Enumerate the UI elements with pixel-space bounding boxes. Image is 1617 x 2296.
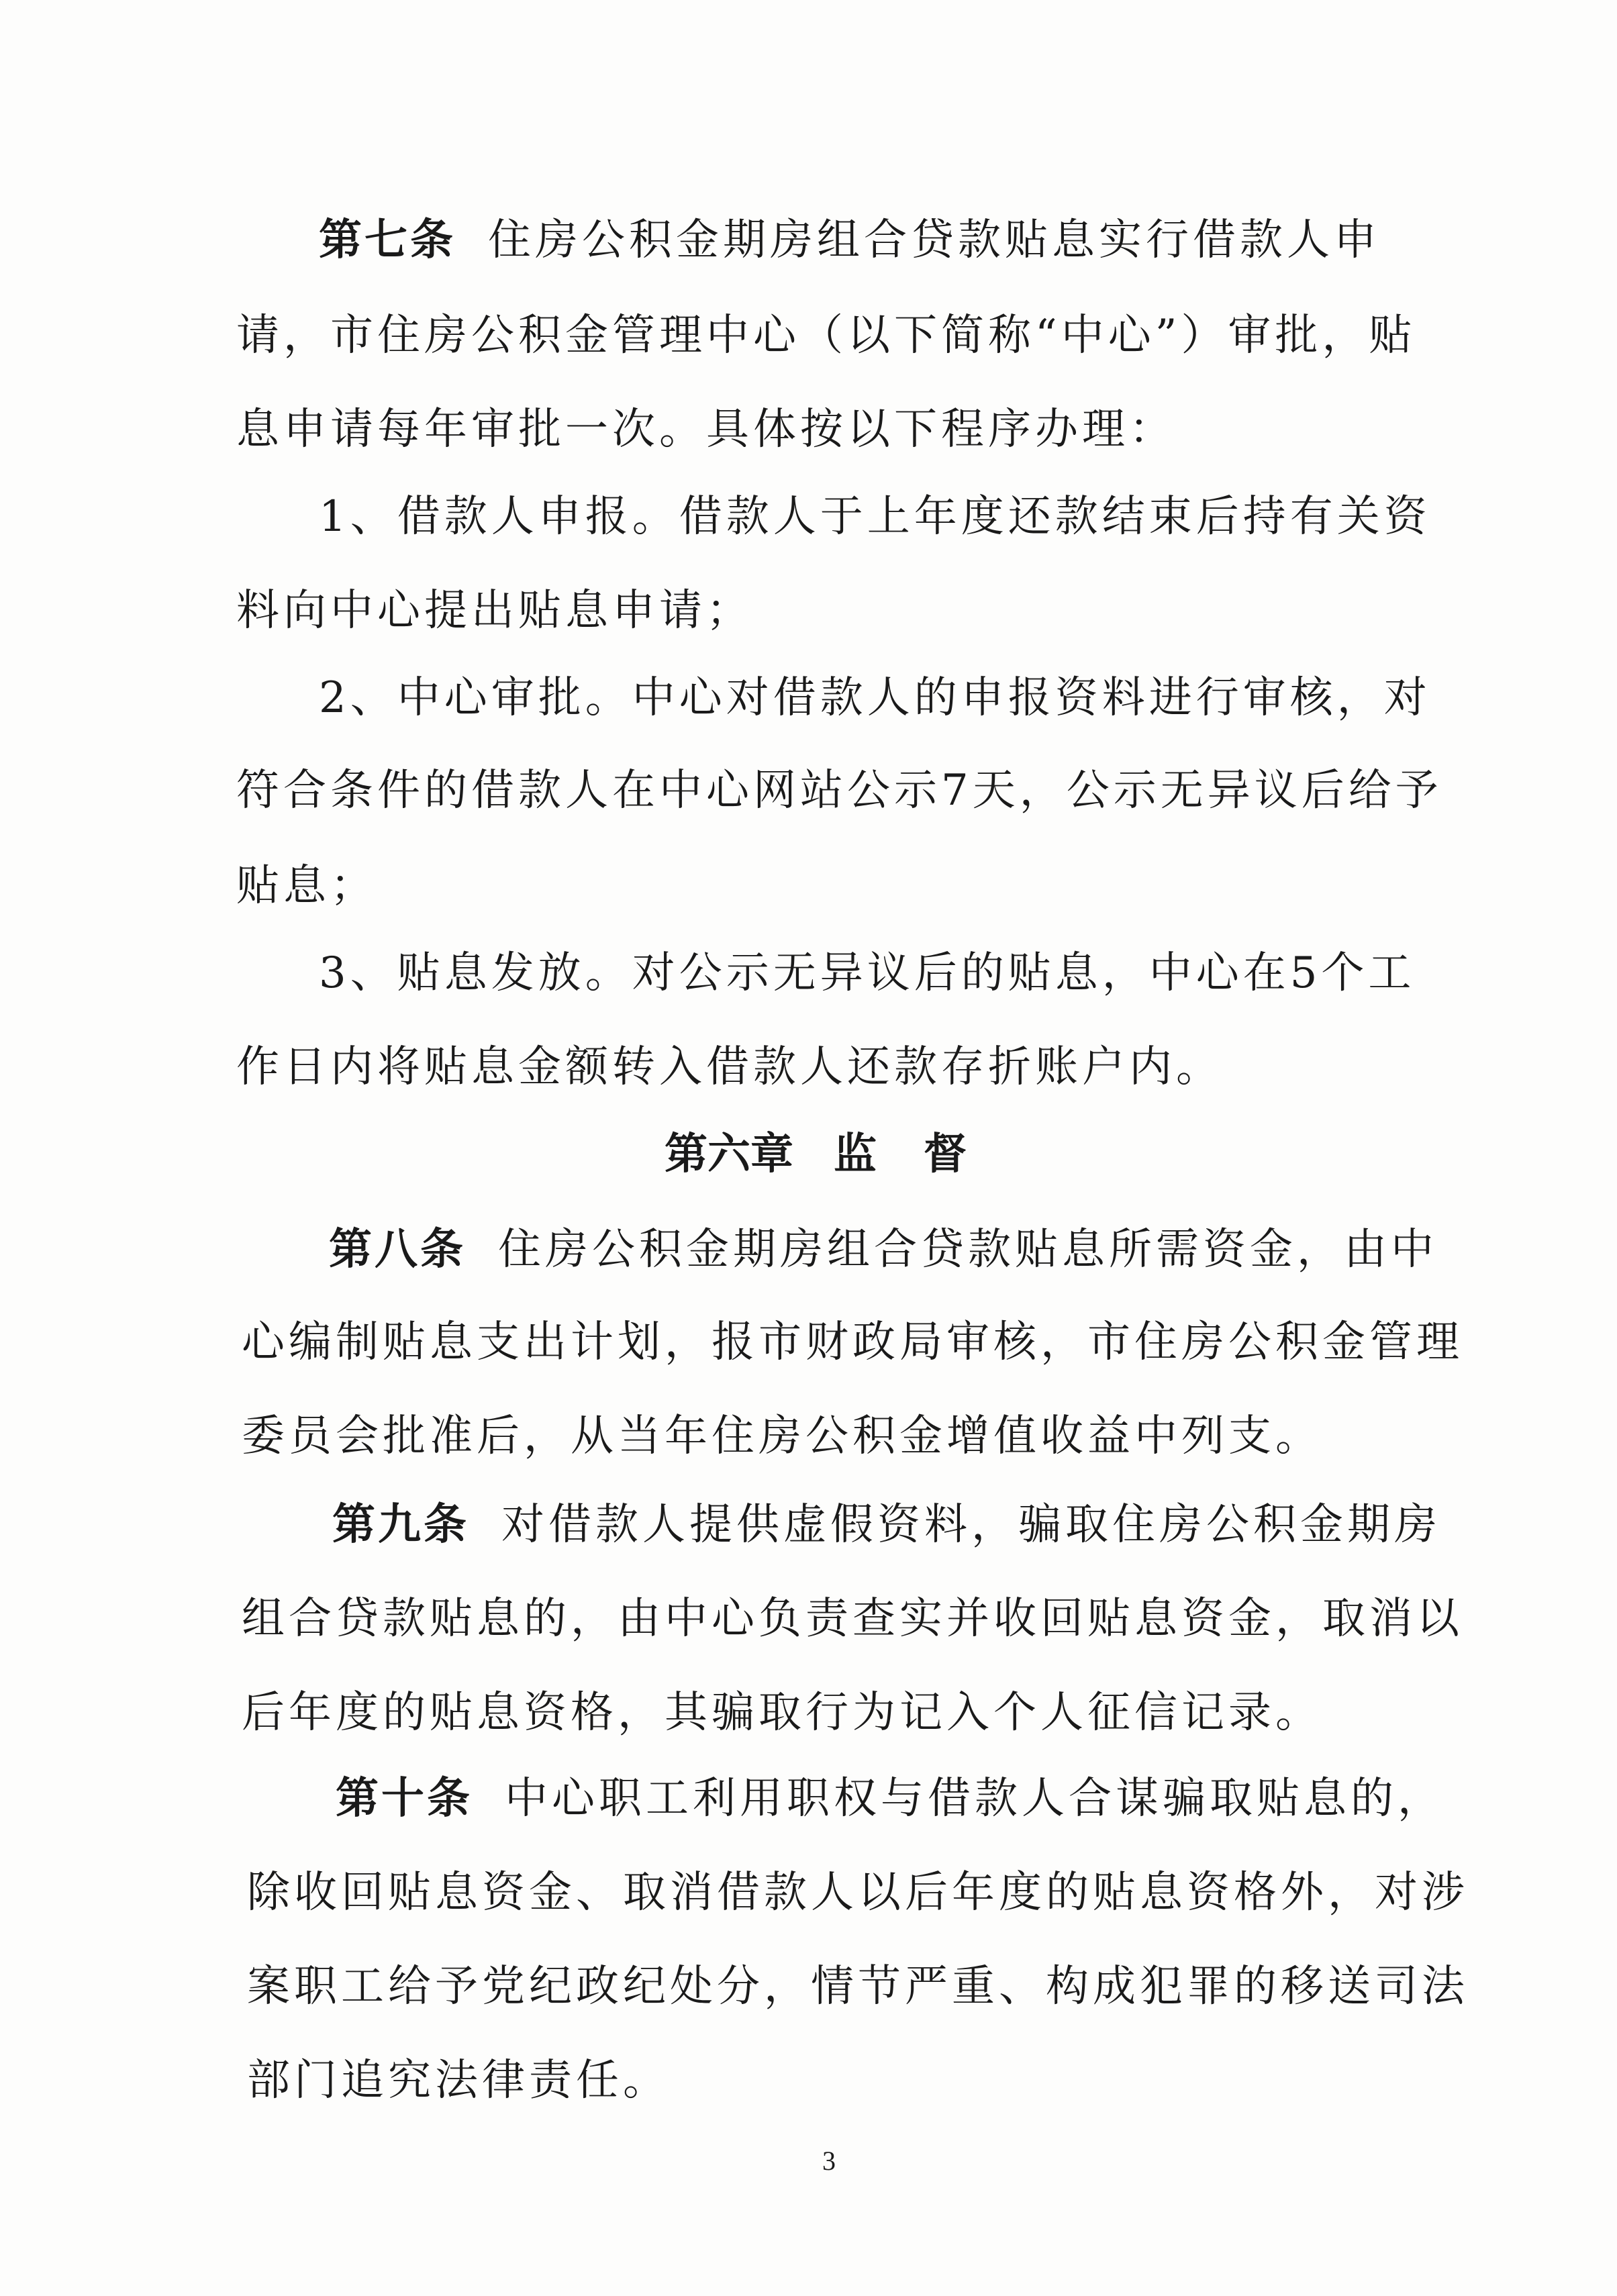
article7-item2-line3: 贴息； [236,861,377,911]
article9-label: 第九条 [332,1500,469,1550]
article7-item1-line1: 1、借款人申报。借款人于上年度还款结束后持有关资 [319,492,1431,542]
article10-line1: 第十条 中心职工利用职权与借款人合谋骗取贴息的， [336,1774,1444,1824]
article10-line2: 除收回贴息资金、取消借款人以后年度的贴息资格外，对涉 [247,1868,1469,1917]
article7-line1: 第七条 住房公积金期房组合贷款贴息实行借款人申 [319,215,1381,265]
article8-line1: 第八条 住房公积金期房组合贷款贴息所需资金，由中 [329,1225,1438,1275]
article7-line2: 请，市住房公积金管理中心（以下简称“中心”）审批，贴 [236,311,1416,360]
article9-line3: 后年度的贴息资格，其骗取行为记入个人征信记录。 [242,1688,1322,1738]
article8-line2: 心编制贴息支出计划，报市财政局审核，市住房公积金管理 [242,1317,1463,1367]
chapter-heading: 第六章 监 督 [665,1130,967,1179]
article10-line3: 案职工给予党纪政纪处分，情节严重、构成犯罪的移送司法 [247,1962,1469,2011]
article9-line1: 第九条 对借款人提供虚假资料，骗取住房公积金期房 [332,1500,1441,1550]
article7-item2-line2: 符合条件的借款人在中心网站公示7天，公示无异议后给予 [236,766,1442,815]
article7-item1-line2: 料向中心提出贴息申请； [236,586,753,636]
article7-line3: 息申请每年审批一次。具体按以下程序办理： [236,405,1176,454]
article7-label: 第七条 [319,215,456,265]
article8-label: 第八条 [329,1225,466,1275]
article7-item3-line2: 作日内将贴息金额转入借款人还款存折账户内。 [236,1042,1223,1092]
article7-item3-line1: 3、贴息发放。对公示无异议后的贴息，中心在5个工 [319,948,1416,998]
page-number: 3 [822,2146,836,2176]
article9-line2: 组合贷款贴息的，由中心负责查实并收回贴息资金，取消以 [242,1594,1463,1644]
article10-line4: 部门追究法律责任。 [247,2056,670,2105]
article10-label: 第十条 [336,1774,473,1824]
article8-line3: 委员会批准后，从当年住房公积金增值收益中列支。 [242,1411,1322,1461]
article7-item2-line1: 2、中心审批。中心对借款人的申报资料进行审核，对 [319,673,1431,723]
